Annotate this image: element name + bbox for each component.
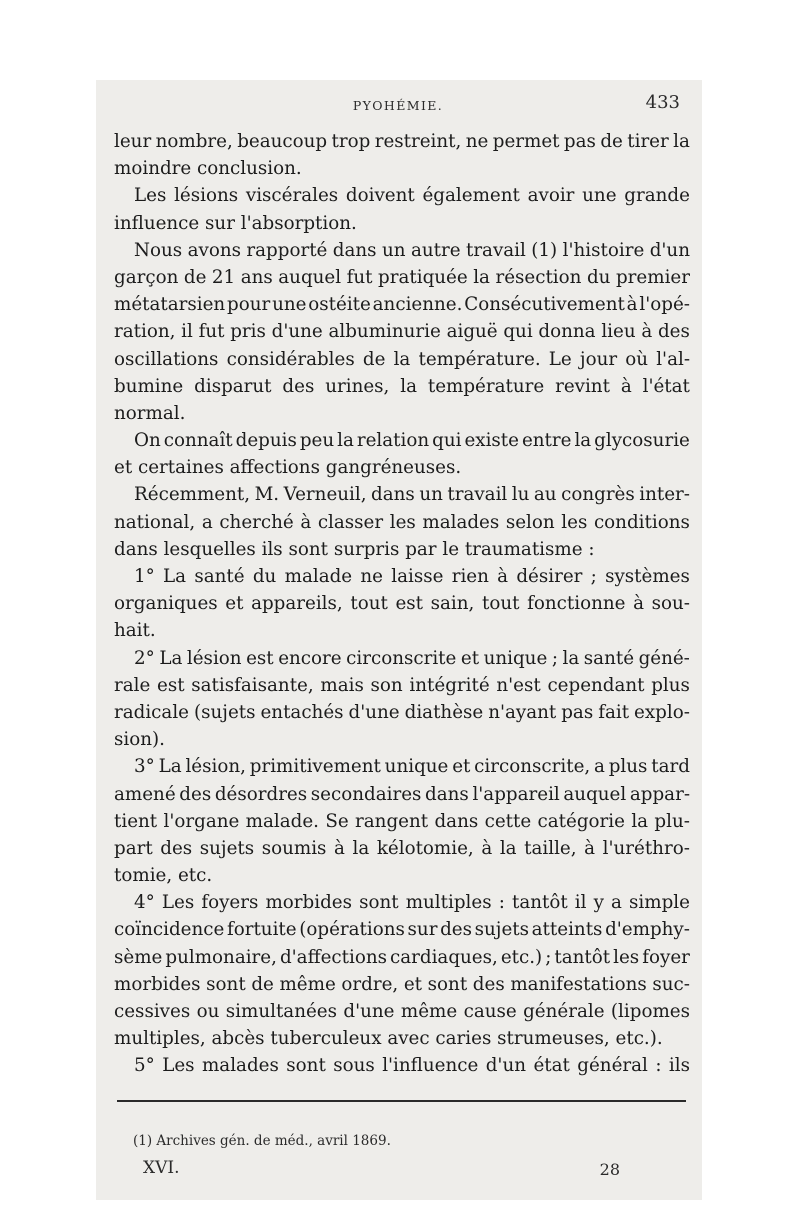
text-line: coïncidence fortuite (opérations sur des sujets atteints d'emphy-: [114, 919, 690, 941]
text-line: moindre conclusion.: [114, 158, 302, 180]
running-head: [116, 92, 680, 116]
text-line: 3° La lésion, primitivement unique et circonscrite, a plus tard: [134, 756, 690, 778]
text-line: cessives ou simultanées d'une même cause générale (lipomes: [114, 1001, 690, 1022]
text-line: hait.: [114, 620, 156, 642]
text-line: tient l'organe malade. Se rangent dans cette catégorie la plu-: [114, 810, 690, 832]
text-line: normal.: [114, 402, 186, 424]
text-line: multiples, abcès tuberculeux avec caries strumeuses, etc.).: [114, 1028, 663, 1050]
body-text: [114, 128, 690, 1080]
text-line: organiques et appareils, tout est sain, tout fonctionne à sou-: [114, 593, 690, 615]
text-line: On connaît depuis peu la relation qui existe entre la glycosurie: [134, 430, 690, 452]
text-line: 5° Les malades sont sous l'influence d'un état général : ils: [134, 1055, 690, 1077]
text-line: Les lésions viscérales doivent également avoir une grande: [134, 185, 690, 207]
text-line: dans lesquelles ils sont surpris par le traumatisme :: [114, 538, 595, 560]
text-line: radicale (sujets entachés d'une diathèse n'ayant pas fait explo-: [114, 701, 690, 723]
text-line: et certaines affections gangréneuses.: [114, 457, 462, 479]
text-line: leur nombre, beaucoup trop restreint, ne permet pas de tirer la: [114, 131, 690, 152]
text-line: influence sur l'absorption.: [114, 212, 357, 234]
sheet-number: 28: [599, 1160, 620, 1179]
text-line: part des sujets soumis à la kélotomie, à la taille, à l'uréthro-: [114, 837, 690, 859]
signature-mark: XVI.: [143, 1158, 180, 1178]
text-line: Récemment, M. Verneuil, dans un travail lu au congrès inter-: [134, 484, 690, 506]
footnote: (1) Archives gén. de méd., avril 1869.: [133, 1133, 391, 1149]
text-line: 1° La santé du malade ne laisse rien à désirer ; systèmes: [134, 566, 690, 587]
text-line: sion).: [114, 729, 165, 751]
text-line: rale est satisfaisante, mais son intégrité n'est cependant plus: [114, 674, 690, 696]
text-line: 4° Les foyers morbides sont multiples : tantôt il y a simple: [134, 892, 690, 914]
text-line: métatarsien pour une ostéite ancienne. Consécutivement à l'opé-: [114, 294, 690, 316]
text-line: oscillations considérables de la température. Le jour où l'al-: [114, 348, 690, 370]
text-line: tomie, etc.: [114, 865, 213, 887]
text-line: amené des désordres secondaires dans l'appareil auquel appar-: [114, 783, 690, 805]
text-line: bumine disparut des urines, la température revint à l'état: [114, 375, 690, 397]
text-line: garçon de 21 ans auquel fut pratiquée la résection du premier: [114, 266, 690, 288]
text-line: sème pulmonaire, d'affections cardiaques, etc.) ; tantôt les foyer: [114, 946, 690, 968]
text-line: national, a cherché à classer les malades selon les conditions: [114, 511, 690, 533]
page-number: 433: [645, 92, 680, 113]
footnote-rule: [117, 1100, 686, 1102]
text-line: Nous avons rapporté dans un autre travail (1) l'histoire d'un: [134, 239, 690, 261]
text-line: morbides sont de même ordre, et sont des manifestations suc-: [114, 973, 690, 995]
text-line: ration, il fut pris d'une albuminurie aiguë qui donna lieu à des: [114, 321, 690, 343]
running-title: PYOHÉMIE.: [352, 98, 444, 113]
text-line: 2° La lésion est encore circonscrite et unique ; la santé géné-: [134, 647, 690, 669]
